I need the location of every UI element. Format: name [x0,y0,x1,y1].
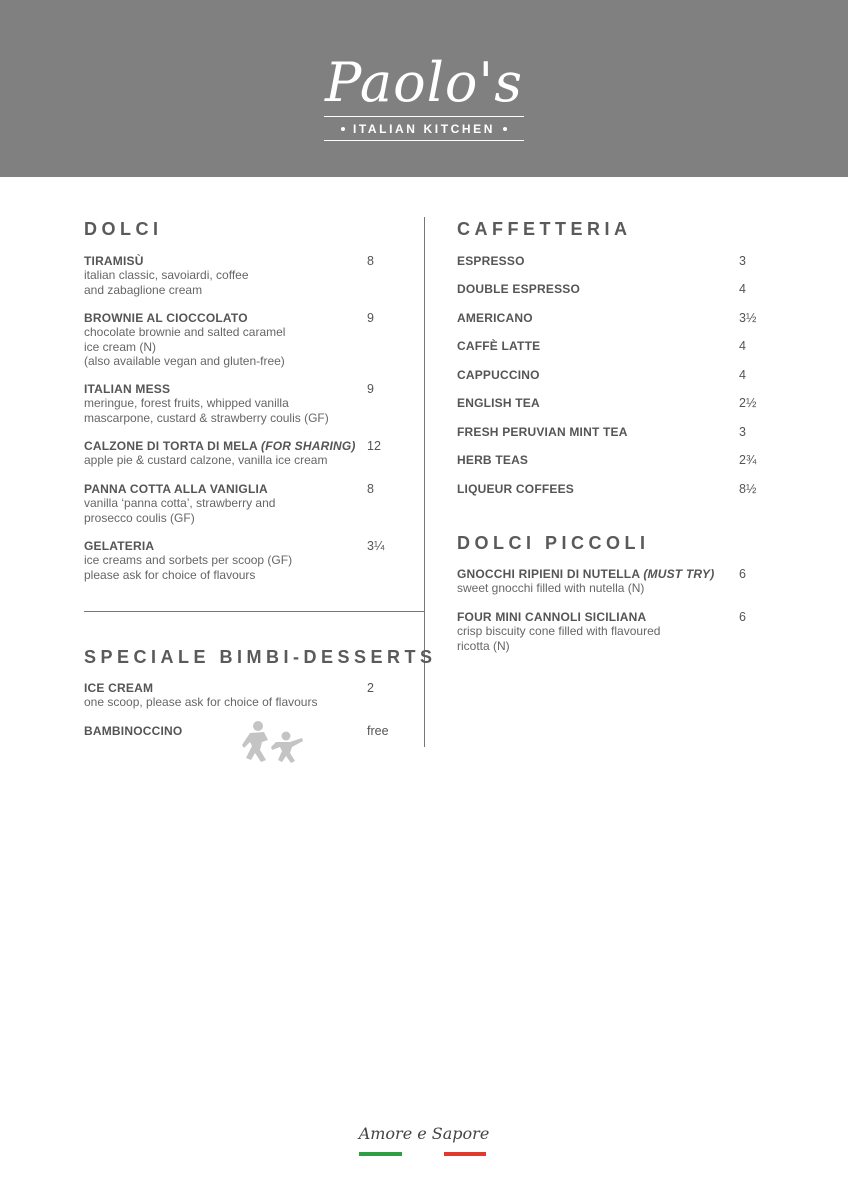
item-name: BROWNIE AL CIOCCOLATO [84,311,248,325]
menu-item [84,311,285,369]
menu-item [84,482,275,525]
item-price: 2¾ [739,453,757,467]
item-desc: one scoop, please ask for choice of flavours [84,695,318,709]
item-desc: italian classic, savoiardi, coffee [84,268,249,282]
item-name [84,439,356,453]
menu-item [457,610,660,653]
item-desc: vanilla ‘panna cotta’, strawberry and [84,496,276,510]
item-price: 4 [739,282,746,296]
item-price: 4 [739,339,746,353]
item-note: (FOR SHARING) [261,439,356,453]
item-desc: mascarpone, custard & strawberry coulis (GF) [84,410,329,425]
menu-item [457,567,714,596]
footer-tagline: Amore e Sapore [358,1124,490,1143]
item-desc: and zabaglione cream [84,282,203,297]
item-price: free [367,724,389,738]
item-name: BAMBINOCCINO [84,724,183,738]
section-title-caffetteria: CAFFETTERIA [457,219,632,239]
section-title-dolci: DOLCI [84,219,163,239]
item-name: FRESH PERUVIAN MINT TEA [457,425,628,439]
item-desc: crisp biscuity cone filled with flavoured [457,624,661,638]
item-name: AMERICANO [457,311,533,325]
header-banner [0,0,848,177]
item-desc: prosecco coulis (GF) [84,510,195,525]
item-name [457,567,714,581]
item-name: ITALIAN MESS [84,382,171,396]
item-name-text: CALZONE DI TORTA DI MELA [84,439,258,453]
logo-script: Paolo's [325,51,523,114]
item-price: 8½ [739,482,757,496]
item-price: 3 [739,425,746,439]
menu-item [84,254,249,297]
item-desc: sweet gnocchi filled with nutella (N) [457,581,645,595]
logo-dot-right [503,127,507,131]
horizontal-divider [84,611,424,612]
item-price: 3½ [739,311,757,325]
item-price: 6 [739,567,746,581]
item-name: ICE CREAM [84,681,154,695]
item-name: HERB TEAS [457,453,529,467]
item-name: DOUBLE ESPRESSO [457,282,581,296]
kids-icon [242,718,304,764]
item-price: 12 [367,439,381,453]
item-desc: (also available vegan and gluten-free) [84,354,285,368]
item-name: PANNA COTTA ALLA VANIGLIA [84,482,268,496]
item-name: CAPPUCCINO [457,368,540,382]
item-price: 8 [367,254,374,268]
section-title-bimbi: SPECIALE BIMBI-DESSERTS [84,647,437,667]
item-desc: please ask for choice of flavours [84,567,256,582]
item-price: 3¼ [367,539,385,553]
item-name: ENGLISH TEA [457,396,540,410]
logo-subtitle-frame [324,116,524,141]
menu-item [84,382,329,425]
flag-stripe-red [444,1152,486,1156]
item-desc: ice creams and sorbets per scoop (GF) [84,553,293,567]
menu-item [84,681,317,710]
item-name-text: GNOCCHI RIPIENI DI NUTELLA [457,567,640,581]
item-name: TIRAMISÙ [84,254,144,268]
item-desc: ricotta (N) [457,638,510,653]
item-price: 8 [367,482,374,496]
menu-item [84,539,292,582]
logo-dot-left [341,127,345,131]
item-desc: apple pie & custard calzone, vanilla ice cream [84,453,328,467]
item-price: 2½ [739,396,757,410]
item-price: 9 [367,382,374,396]
item-price: 3 [739,254,746,268]
item-price: 2 [367,681,374,695]
item-name: CAFFÈ LATTE [457,339,541,353]
menu-item [84,439,356,468]
section-title-dolci-piccoli: DOLCI PICCOLI [457,533,650,553]
item-name: ESPRESSO [457,254,525,268]
item-price: 6 [739,610,746,624]
item-name: GELATERIA [84,539,155,553]
item-name: LIQUEUR COFFEES [457,482,575,496]
logo-subtitle: ITALIAN KITCHEN [352,121,496,136]
item-name: FOUR MINI CANNOLI SICILIANA [457,610,647,624]
flag-stripe-green [359,1152,402,1156]
item-desc: meringue, forest fruits, whipped vanilla [84,396,289,410]
item-note: (MUST TRY) [643,567,715,581]
item-desc: ice cream (N) [84,339,157,354]
item-desc: chocolate brownie and salted caramel [84,325,286,339]
item-price: 4 [739,368,746,382]
item-price: 9 [367,311,374,325]
menu-item [84,724,182,738]
